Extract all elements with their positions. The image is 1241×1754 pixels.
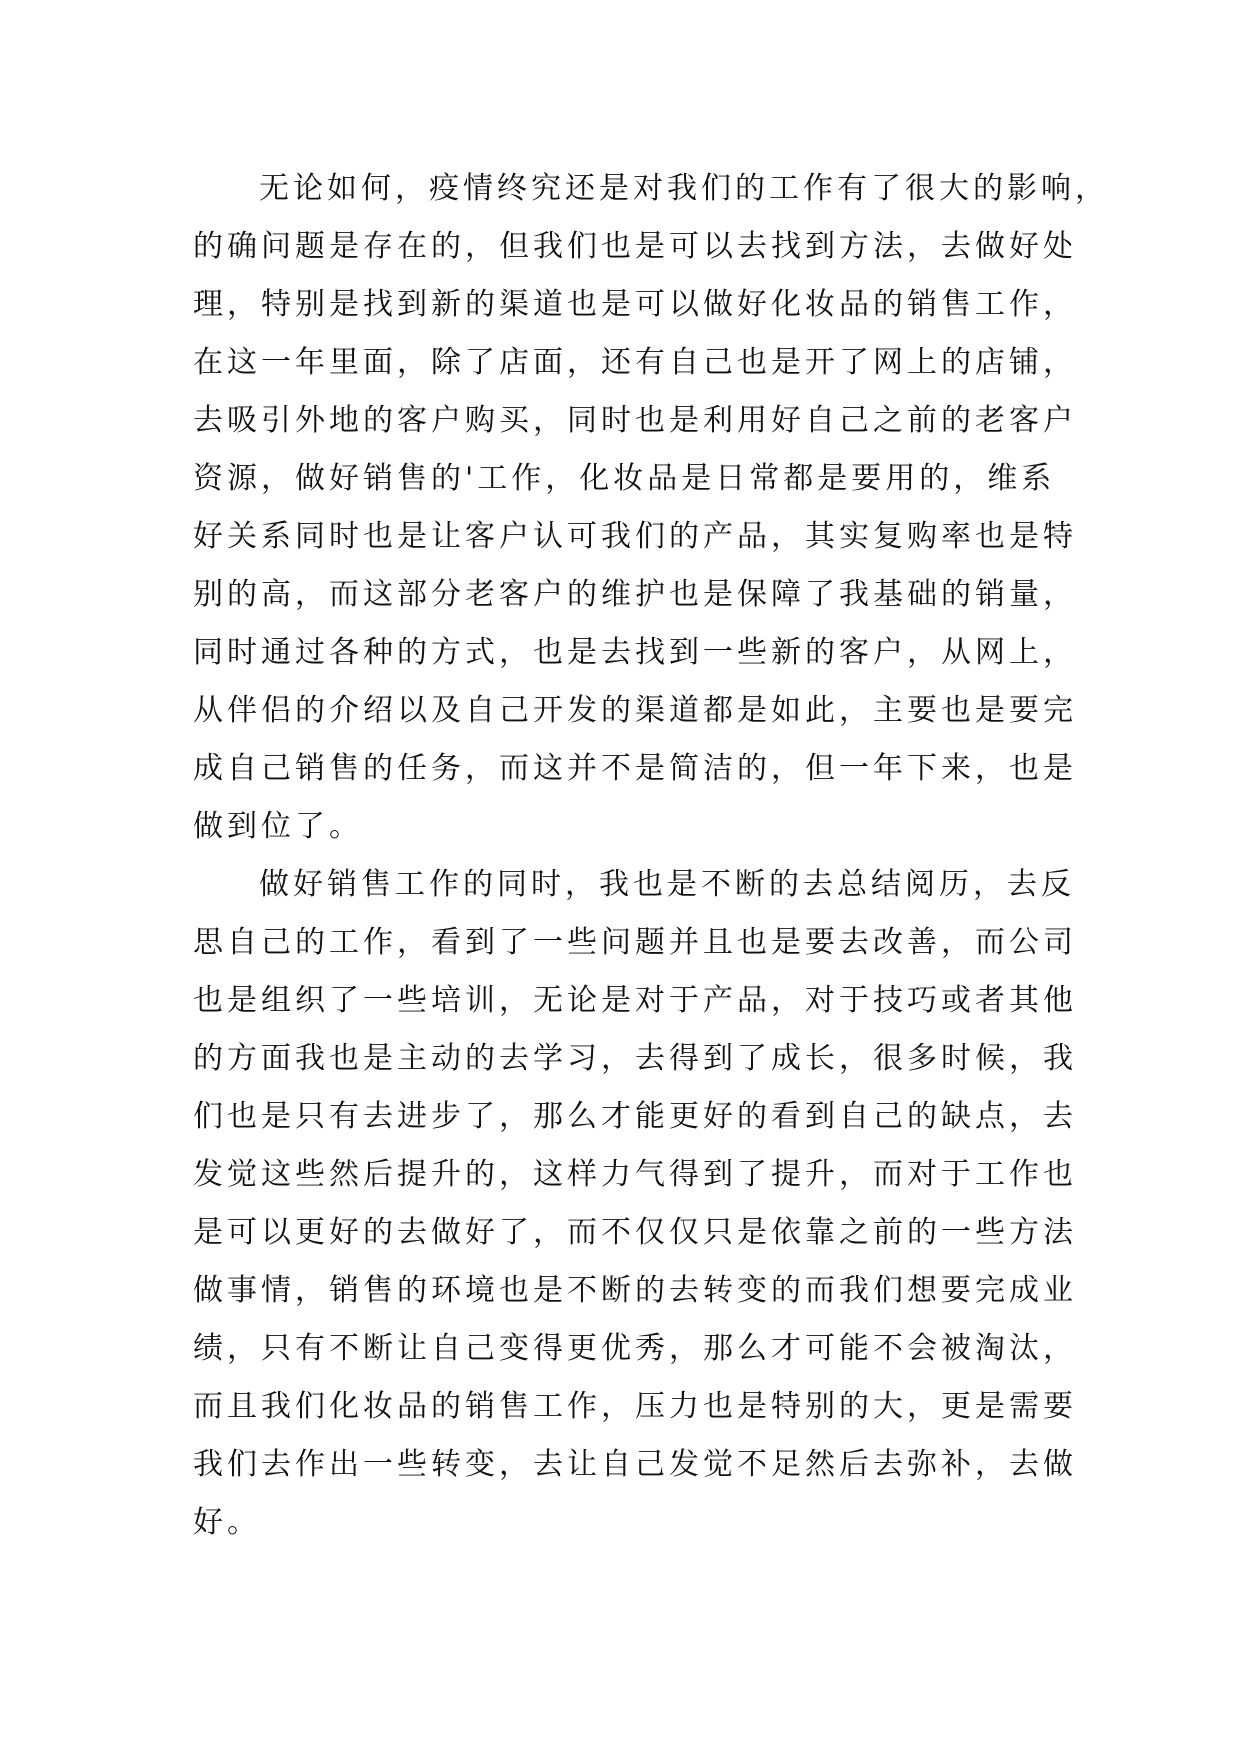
text-line: 是可以更好的去做好了，而不仅仅只是依靠之前的一些方法	[193, 1215, 1077, 1250]
paragraph-1	[193, 160, 1109, 856]
text-line: 思自己的工作，看到了一些问题并且也是要去改善，而公司	[193, 925, 1077, 960]
text-line: 做好销售工作的同时，我也是不断的去总结阅历，去反	[259, 867, 1075, 902]
text-line: 们也是只有去进步了，那么才能更好的看到自己的缺点，去	[193, 1099, 1077, 1134]
text-line: 资源，做好销售的'工作，化妆品是日常都是要用的，维系	[193, 461, 1056, 496]
text-line: 同时通过各种的方式，也是去找到一些新的客户，从网上，	[193, 635, 1077, 670]
text-line: 别的高，而这部分老客户的维护也是保障了我基础的销量，	[193, 577, 1077, 612]
text-line: 去吸引外地的客户购买，同时也是利用好自己之前的老客户	[193, 403, 1077, 438]
text-line: 做到位了。	[193, 809, 363, 844]
text-line: 理，特别是找到新的渠道也是可以做好化妆品的销售工作，	[193, 287, 1077, 322]
text-line: 做事情，销售的环境也是不断的去转变的而我们想要完成业	[193, 1273, 1077, 1308]
text-line: 好。	[193, 1505, 261, 1540]
text-line: 的确问题是存在的，但我们也是可以去找到方法，去做好处	[193, 229, 1077, 264]
text-line: 的方面我也是主动的去学习，去得到了成长，很多时候，我	[193, 1041, 1077, 1076]
text-line: 绩，只有不断让自己变得更优秀，那么才可能不会被淘汰，	[193, 1331, 1077, 1366]
text-line: 我们去作出一些转变，去让自己发觉不足然后去弥补，去做	[193, 1447, 1077, 1482]
text-line: 也是组织了一些培训，无论是对于产品，对于技巧或者其他	[193, 983, 1077, 1018]
text-line: 在这一年里面，除了店面，还有自己也是开了网上的店铺，	[193, 345, 1077, 380]
text-line: 发觉这些然后提升的，这样力气得到了提升，而对于工作也	[193, 1157, 1077, 1192]
text-line: 而且我们化妆品的销售工作，压力也是特别的大，更是需要	[193, 1389, 1077, 1424]
text-line: 从伴侣的介绍以及自己开发的渠道都是如此，主要也是要完	[193, 693, 1077, 728]
text-line: 无论如何，疫情终究还是对我们的工作有了很大的影响，	[259, 171, 1109, 206]
text-line: 成自己销售的任务，而这并不是简洁的，但一年下来，也是	[193, 751, 1077, 786]
document-body	[193, 160, 1109, 1552]
text-line: 好关系同时也是让客户认可我们的产品，其实复购率也是特	[193, 519, 1077, 554]
paragraph-2	[193, 856, 1093, 1552]
